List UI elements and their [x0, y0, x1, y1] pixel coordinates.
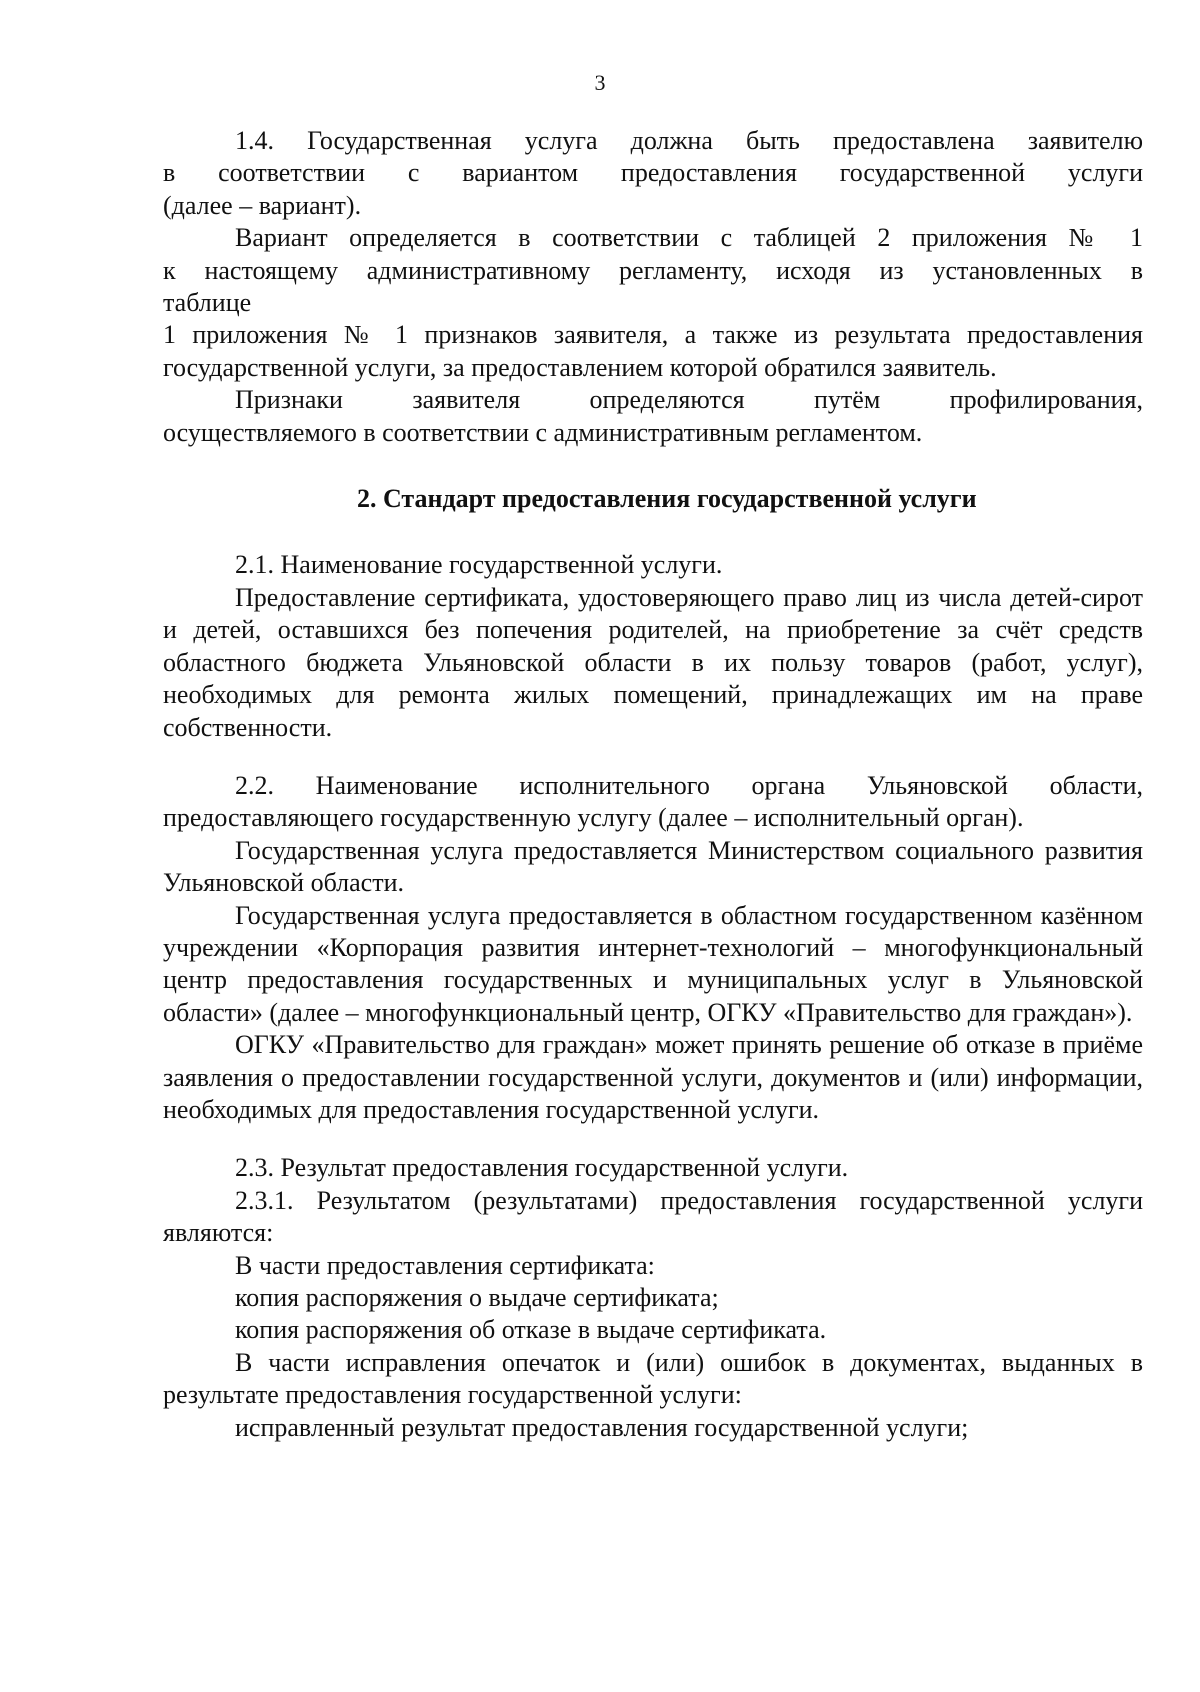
- paragraph-2-3: 2.3. Результат предоставления государственной услуги.: [235, 1153, 849, 1183]
- paragraph-signs-line: осуществляемого в соответствии с административным регламентом.: [163, 417, 923, 447]
- list-item: копия распоряжения о выдаче сертификата;: [235, 1283, 719, 1312]
- paragraph-1-4-line: (далее – вариант).: [163, 190, 362, 220]
- paragraph-2-3-1: 2.3.1. Результатом (результатами) предоставления государственной услуги являются:: [163, 1185, 1143, 1248]
- paragraph-variant-line: государственной услуги, за предоставлением которой обратился заявитель.: [163, 352, 997, 382]
- paragraph-2-2: 2.2. Наименование исполнительного органа Ульяновской области, предоставляющего государственную услугу (далее – исполнительный орган).: [163, 770, 1143, 833]
- paragraph-errors: В части исправления опечаток и (или) ошибок в документах, выданных в результате предоставления государственной услуги:: [163, 1347, 1143, 1410]
- paragraph-2-2-body: Государственная услуга предоставляется Министерством социального развития Ульяновской области.: [163, 835, 1143, 898]
- paragraph-1-4-line: 1.4. Государственная услуга должна быть предоставлена заявителю: [235, 126, 1143, 155]
- paragraph-1-4-line: в соответствии с вариантом предоставления государственной услуги: [163, 158, 1143, 188]
- section-heading: 2. Стандарт предоставления государственной услуги: [357, 484, 977, 514]
- paragraph-variant-line: к настоящему административному регламенту, исходя из установленных в: [163, 255, 1143, 285]
- paragraph-signs-line: Признаки заявителя определяются путём профилирования,: [235, 385, 1143, 415]
- list-item: исправленный результат предоставления государственной услуги;: [235, 1412, 969, 1442]
- paragraph-variant-line: 1 приложения № 1 признаков заявителя, а также из результата предоставления: [163, 320, 1143, 350]
- paragraph-2-2-body: Государственная услуга предоставляется в областном государственном казённом учреждении «Корпорация развития интернет-технологий – многофункциональный центр предоставления государственных и муниципальных услуг в Ульяновской области» (далее – многофункциональный центр, ОГКУ «Правительство для граждан»).: [163, 900, 1143, 1027]
- paragraph-variant-line: Вариант определяется в соответствии с таблицей 2 приложения № 1: [235, 223, 1143, 253]
- list-item: В части предоставления сертификата:: [235, 1250, 655, 1280]
- paragraph-2-1-body: Предоставление сертификата, удостоверяющего право лиц из числа детей-сирот и детей, оставшихся без попечения родителей, на приобретение за счёт средств областного бюджета Ульяновской области в их пользу товаров (работ, услуг), необходимых для ремонта жилых помещений, принадлежащих им на праве собственности.: [163, 582, 1143, 742]
- paragraph-2-2-body: ОГКУ «Правительство для граждан» может принять решение об отказе в приёме заявления о предоставлении государственной услуги, документов и (или) информации, необходимых для предоставления государственной услуги.: [163, 1030, 1143, 1124]
- list-item: копия распоряжения об отказе в выдаче сертификата.: [235, 1315, 827, 1345]
- paragraph-variant-line: таблице: [163, 288, 252, 318]
- page-number: 3: [594, 70, 606, 95]
- paragraph-2-1: 2.1. Наименование государственной услуги.: [235, 550, 723, 580]
- document-body: [163, 125, 1143, 1444]
